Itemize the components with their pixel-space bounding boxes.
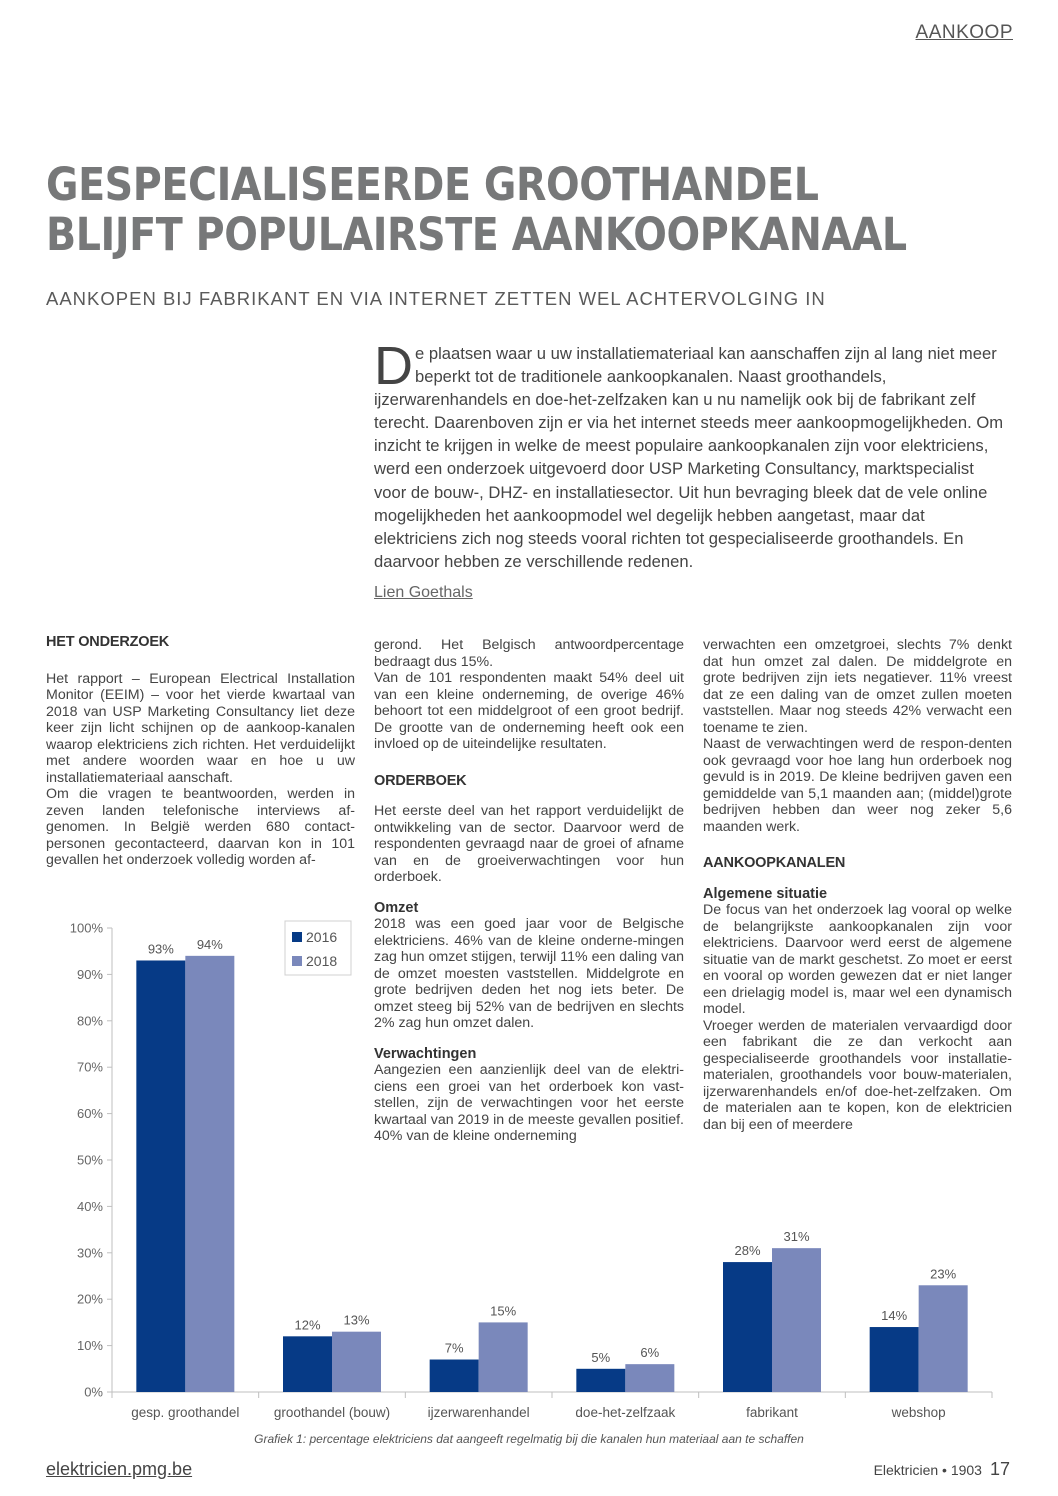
x-category-label: webshop [891,1405,946,1420]
legend-label: 2016 [306,929,338,945]
bar-2016 [576,1369,625,1392]
y-tick-label: 70% [76,1059,103,1075]
body-paragraph: Naast de verwachtingen werd de respon-denten ook gevraagd voor hoe lang hun orderboek nog gevuld is in 2019. De kleine bedrijven gaven een gemiddelde van 5,1 maanden aan; (middel)grote bedrijven hebben dan weer nog zeker 5,6 maanden werk. [703,736,1012,835]
footer-url-link[interactable]: elektricien.pmg.be [46,1459,193,1479]
headline-line-2: BLIJFT POPULAIRSTE AANKOOPKANAAL [46,208,907,261]
y-tick-label: 60% [76,1106,103,1122]
body-paragraph: Vroeger werden de materialen vervaardigd door een fabrikant die ze dan verkocht aan gespecialiseerde groothandels voor installatie-materialen, groothandels voor bouw-materialen, ijzerwarenhandels en/of doe-het-zelfzaken. Om de materialen aan te kopen, kon de elektricien dan bij een of meerdere [703,1017,1012,1133]
y-tick-label: 90% [76,966,103,982]
bar-2018 [772,1248,821,1392]
x-category-label: ijzerwarenhandel [427,1405,530,1420]
body-paragraph: gerond. Het Belgisch antwoordpercentage bedraagt dus 15%. [374,637,684,670]
data-label: 94% [196,936,223,952]
bar-2016 [430,1360,479,1392]
y-tick-label: 10% [76,1338,103,1354]
data-label: 7% [444,1340,464,1356]
x-category-label: fabrikant [746,1405,798,1420]
bar-2018 [919,1285,968,1392]
bar-2018 [625,1364,674,1392]
drop-cap: D [374,336,413,396]
body-paragraph: 2018 was een goed jaar voor de Belgische elektriciens. 46% van de kleine onderne-mingen zag hun omzet stijgen, terwijl 11% een daling van de omzet moesten vaststellen. Middelgrote en grote bedrijven deden het nog iets beter. De omzet steeg bij 52% van de bedrijven en slechts 2% zag hun omzet dalen. [374,916,684,1031]
author-name[interactable]: Lien Goethals [374,584,473,601]
x-category-label: groothandel (bouw) [273,1405,391,1420]
chart-caption: Grafiek 1: percentage elektriciens dat aangeeft regelmatig bij die kanalen hun materiaal aan te schaffen [254,1432,804,1446]
intro-text: e plaatsen waar u uw installatiemateriaal kan aanschaffen zijn al lang niet meer beperkt tot de traditionele aankoopkanalen. Naast groothandels, ijzerwarenhandels en doe-het-zelfzaken kan u nu namelijk ook bij de fabrikant zelf terecht. Daarenboven zijn er via het internet steeds meer aankoopmogelijkheden. Om inzicht te krijgen in welke de meest populaire aankoopkanalen zijn voor elektriciens, werd een onderzoek uitgevoerd door USP Marketing Consultancy, marktspecialist voor de bouw-, DHZ- en installatiesector. Uit hun bevraging bleek dat de vele online mogelijkheden het aankoopmodel wel degelijk hebben aangetast, maar dat elektriciens zich nog steeds vooral richten tot gespecialiseerde groothandels. En daarvoor hebben ze verschillende redenen. [374,344,1004,571]
section-tag: AANKOOP [915,22,1013,43]
data-label: 14% [881,1308,908,1324]
data-label: 15% [490,1303,517,1319]
subheading-omzet: Omzet [374,899,419,916]
headline-line-1: GESPECIALISEERDE GROOTHANDEL [46,158,819,211]
subheading-verwachtingen: Verwachtingen [374,1045,477,1062]
body-paragraph: Het eerste deel van het rapport verduidelijkt de ontwikkeling van de sector. Daarvoor werd de respondenten gevraagd naar de groei of afname van en de groeiverwachtingen voor hun orderboek. [374,803,684,885]
body-paragraph: Om die vragen te beantwoorden, werden in zeven landen telefonische interviews af-genomen. In België werden 680 contact-personen gecontacteerd, daarvan kon in 101 gevallen het onderzoek volledig worden af- [46,786,355,868]
body-paragraph: verwachten een omzetgroei, slechts 7% denkt dat hun omzet zal dalen. De middelgrote en grote bedrijven zijn iets negatiever. 11% vreest dat ze een daling van de omzet zullen moeten vaststellen. Maar nog steeds 42% verwacht een toename te zien. [703,637,1012,736]
bar-2016 [136,960,185,1392]
body-paragraph: De focus van het onderzoek lag vooral op welke de belangrijkste aankoopkanalen zijn voor elektriciens. Daarvoor werd eerst de algemene situatie van de markt geschetst. Zo moet er eerst en vooral op worden gewezen dat er niet langer een drielagig model is, maar wel een dynamisch model. [703,902,1012,1017]
y-tick-label: 20% [76,1291,103,1307]
body-paragraph: Van de 101 respondenten maakt 54% deel uit van een kleine onderneming, de overige 46% behoort tot een middelgroot of een groot bedrijf. De grootte van de onderneming heeft ook een invloed op de uiteindelijke resultaten. [374,670,684,752]
data-label: 31% [783,1229,810,1245]
x-category-label: doe-het-zelfzaak [575,1405,676,1420]
y-tick-label: 80% [76,1013,103,1029]
legend-swatch [292,932,302,942]
subheading-algemene-situatie: Algemene situatie [703,885,828,902]
section-heading-orderboek: ORDERBOEK [374,772,467,789]
y-tick-label: 0% [84,1384,103,1400]
issue-label: Elektricien • 1903 [873,1462,982,1478]
subheadline: AANKOPEN BIJ FABRIKANT EN VIA INTERNET ZETTEN WEL ACHTERVOLGING IN [46,288,826,309]
bar-2018 [332,1332,381,1392]
bar-2016 [870,1327,919,1392]
y-tick-label: 50% [76,1152,103,1168]
section-heading-onderzoek: HET ONDERZOEK [46,634,170,650]
data-label: 23% [930,1266,957,1282]
footer-page-info [874,1459,1010,1480]
data-label: 13% [343,1312,370,1328]
legend-swatch [292,956,302,966]
body-paragraph: Aangezien een aanzienlijk deel van de elektri-ciens een groei van het orderboek kon vast-stellen, zijn de verwachtingen voor het eerste kwartaal van 2019 in de meeste gevallen positief. 40% van de kleine onderneming [374,1062,684,1144]
bar-2018 [479,1322,528,1392]
data-label: 6% [640,1345,660,1361]
y-tick-label: 30% [76,1245,103,1261]
data-label: 12% [294,1317,321,1333]
page-number: 17 [989,1459,1010,1479]
section-heading-aankoopkanalen: AANKOOPKANALEN [703,855,846,871]
data-label: 93% [147,941,174,957]
y-tick-label: 40% [76,1198,103,1214]
x-category-label: gesp. groothandel [131,1405,240,1420]
bar-2018 [185,956,234,1392]
data-label: 28% [734,1243,761,1259]
bar-2016 [723,1262,772,1392]
legend-label: 2018 [306,953,338,969]
data-label: 5% [591,1349,611,1365]
y-tick-label: 100% [69,920,103,936]
bar-2016 [283,1336,332,1392]
body-paragraph: Het rapport – European Electrical Installation Monitor (EEIM) – voor het vierde kwartaal van 2018 van USP Marketing Consultancy liet deze keer zijn licht schijnen op de aankoop-kanalen waarop elektriciens zich richten. Het verduidelijkt met andere woorden waar en hoe u uw installatiemateriaal aanschaft. [46,670,355,786]
